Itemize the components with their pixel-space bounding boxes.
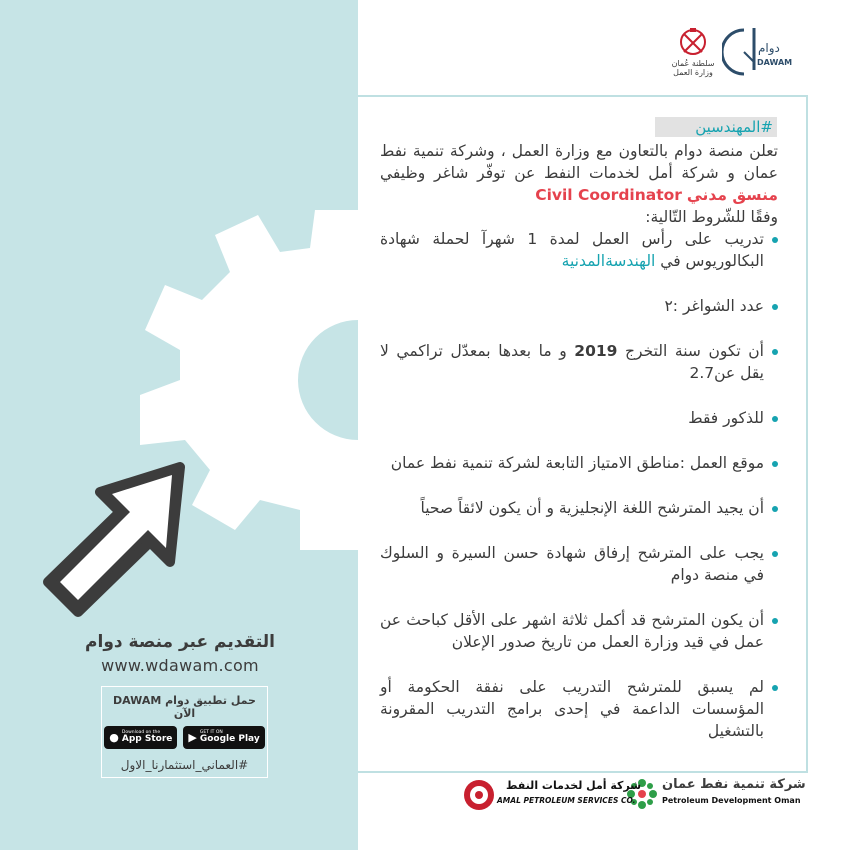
pdo-name-en: Petroleum Development Oman	[662, 796, 801, 805]
job-title-ar: منسق مدني	[686, 186, 778, 204]
app-store-badge[interactable]: ● Download on the App Store	[104, 726, 177, 749]
list-item: يجب على المترشح إرفاق شهادة حسن السيرة و السلوك في منصة دوام	[380, 542, 778, 586]
frame-right	[806, 95, 808, 773]
list-item: أن تكون سنة التخرج 2019 و ما بعدها بمعدّل تراكمي لا يقل عن2.7	[380, 340, 778, 384]
bullet-icon	[772, 551, 778, 557]
arrow-cursor-icon	[40, 462, 190, 622]
amal-name-ar: شركة أمل لخدمات النفط	[506, 779, 642, 792]
frame-bottom	[358, 771, 808, 773]
list-item: تدريب على رأس العمل لمدة 1 شهرآ لحملة شهادة البكالوريوس في الهندسةالمدنية	[380, 228, 778, 272]
apply-section	[80, 632, 280, 675]
bullet-icon	[772, 461, 778, 467]
list-item: موقع العمل :مناطق الامتياز التابعة لشركة تنمية نفط عمان	[380, 452, 778, 474]
apply-title: التقديم عبر منصة دوام	[85, 632, 275, 652]
amal-logo-icon	[462, 778, 496, 812]
bullet-icon	[772, 685, 778, 691]
list-item: لم يسبق للمترشح التدريب على نفقة الحكومة أو المؤسسات الداعمة في إحدى برامج التدريب المقرونة بالتشغيل	[380, 676, 778, 742]
intro-paragraph: تعلن منصة دوام بالتعاون مع وزارة العمل ، وشركة تنمية نفط عمان و شركة أمل لخدمات النفط عن توفّر شاغر وظيفي منسق مدني Civil Coordinator	[380, 142, 778, 204]
list-item: للذكور فقط	[380, 407, 778, 429]
job-description	[380, 140, 778, 765]
list-item: أن يكون المترشح قد أكمل ثلاثة اشهر على الأقل كباحث عن عمل في قيد وزارة العمل من تاريخ صدور الإعلان	[380, 609, 778, 653]
category-tag: #المهندسين	[655, 117, 777, 137]
website-link[interactable]: www.wdawam.com	[101, 656, 259, 675]
google-play-icon: ▶	[188, 731, 197, 744]
app-download-title: حمل تطبيق دوام DAWAM الآن	[113, 694, 256, 720]
list-item: عدد الشواغر :٢	[380, 295, 778, 317]
apple-icon: ●	[109, 731, 119, 744]
google-play-badge[interactable]: ▶ GET IT ON Google Play	[183, 726, 264, 749]
bullet-icon	[772, 416, 778, 422]
app-download-box	[101, 686, 268, 778]
dawam-name-ar: دوام	[758, 41, 780, 55]
bullet-icon	[772, 618, 778, 624]
amal-name-en: AMAL PETROLEUM SERVICES CO.	[497, 796, 636, 805]
conditions-title: وفقًا للشّروط التّالية:	[645, 208, 778, 226]
bullet-icon	[772, 349, 778, 355]
bullet-icon	[772, 304, 778, 310]
bullet-icon	[772, 237, 778, 243]
dawam-name-en: DAWAM	[757, 58, 793, 67]
frame-top	[358, 95, 808, 97]
pdo-name-ar: شركة تنمية نفط عمان	[662, 777, 806, 792]
job-title-en: Civil Coordinator	[535, 186, 682, 204]
conditions-list	[380, 228, 778, 742]
list-item: أن يجيد المترشح اللغة الإنجليزية و أن يكون لائقاً صحياً	[380, 497, 778, 519]
hashtag: #العماني_استثمارنا_الاول	[120, 758, 249, 772]
ministry-name: سلطنة عُمان وزارة العمل	[671, 59, 715, 77]
bullet-icon	[772, 506, 778, 512]
